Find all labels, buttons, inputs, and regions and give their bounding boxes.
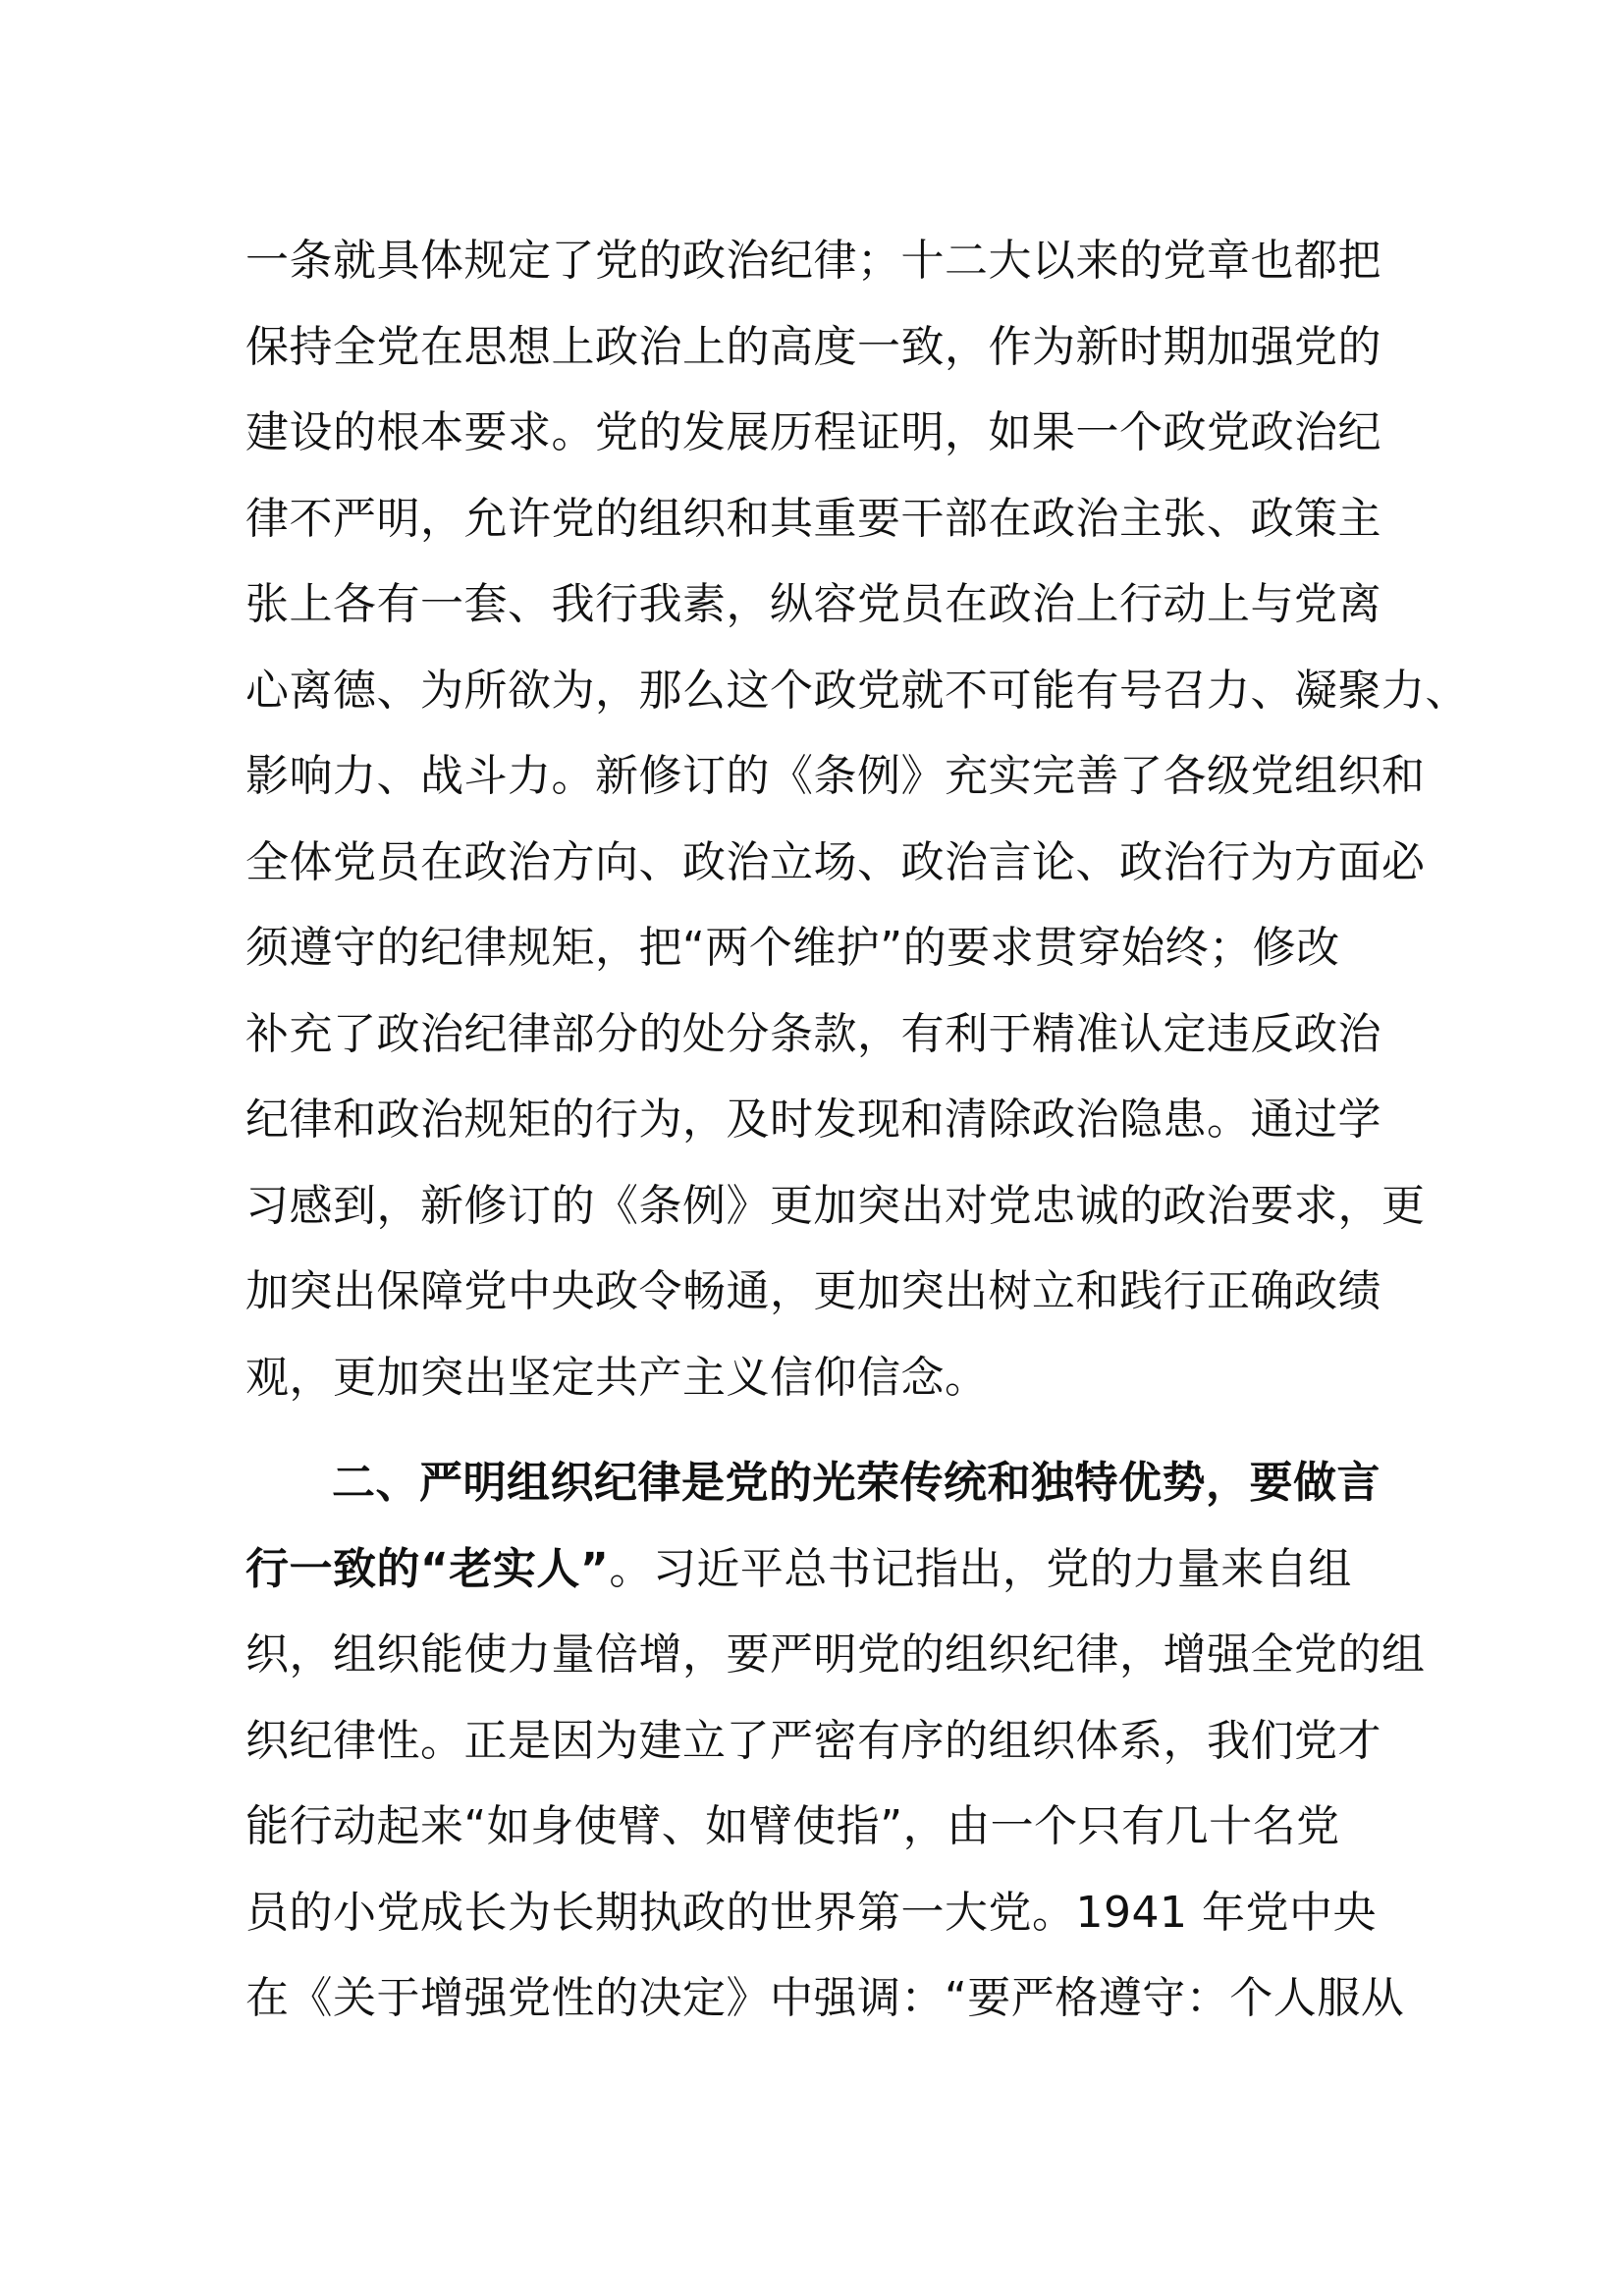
paragraph1-line-1: 一条就具体规定了党的政治纪律；十二大以来的党章也都把	[245, 236, 1381, 286]
paragraph1-line-13: 加突出保障党中央政令畅通，更加突出树立和践行正确政绩	[245, 1266, 1381, 1316]
paragraph1-line-2: 保持全党在思想上政治上的高度一致，作为新时期加强党的	[245, 321, 1381, 372]
paragraph1-line-3: 建设的根本要求。党的发展历程证明，如果一个政党政治纪	[245, 407, 1381, 457]
paragraph2-line-2-text: 。习近平总书记指出，党的力量来自组	[609, 1543, 1352, 1594]
paragraph2-line-7: 在《关于增强党性的决定》中强调：“要严格遵守：个人服从	[245, 1973, 1405, 2023]
section-heading-line-2	[245, 1526, 1392, 1613]
paragraph1-line-12: 习感到，新修订的《条例》更加突出对党忠诚的政治要求，更	[245, 1180, 1426, 1231]
paragraph2-line-4: 织纪律性。正是因为建立了严密有序的组织体系，我们党才	[245, 1715, 1381, 1766]
paragraph1-line-9: 须遵守的纪律规矩，把“两个维护”的要求贯穿始终；修改	[245, 923, 1340, 973]
paragraph1-line-10: 补充了政治纪律部分的处分条款，有利于精准认定违反政治	[245, 1008, 1381, 1059]
section-heading-line-1: 二、严明组织纪律是党的光荣传统和独特优势，要做言	[332, 1458, 1380, 1508]
paragraph2-line-5: 能行动起来“如身使臂、如臂使指”，由一个只有几十名党	[245, 1801, 1340, 1851]
paragraph2-line-6: 员的小党成长为长期执政的世界第一大党。1941 年党中央	[245, 1887, 1377, 1938]
paragraph1-line-6: 心离德、为所欲为，那么这个政党就不可能有号召力、凝聚力、	[245, 665, 1469, 716]
paragraph1-line-11: 纪律和政治规矩的行为，及时发现和清除政治隐患。通过学	[245, 1095, 1381, 1145]
section-heading-bold-text: 行一致的“老实人”	[245, 1543, 610, 1594]
paragraph1-line-5: 张上各有一套、我行我素，纵容党员在政治上行动上与党离	[245, 579, 1381, 629]
paragraph1-line-4: 律不严明，允许党的组织和其重要干部在政治主张、政策主	[245, 493, 1381, 544]
paragraph1-line-14: 观，更加突出坚定共产主义信仰信念。	[245, 1352, 989, 1403]
paragraph1-line-8: 全体党员在政治方向、政治立场、政治言论、政治行为方面必	[245, 836, 1426, 887]
paragraph1-line-7: 影响力、战斗力。新修订的《条例》充实完善了各级党组织和	[245, 751, 1426, 801]
paragraph2-line-3: 织，组织能使力量倍增，要严明党的组织纪律，增强全党的组	[245, 1629, 1426, 1680]
document-body	[245, 218, 1469, 2042]
